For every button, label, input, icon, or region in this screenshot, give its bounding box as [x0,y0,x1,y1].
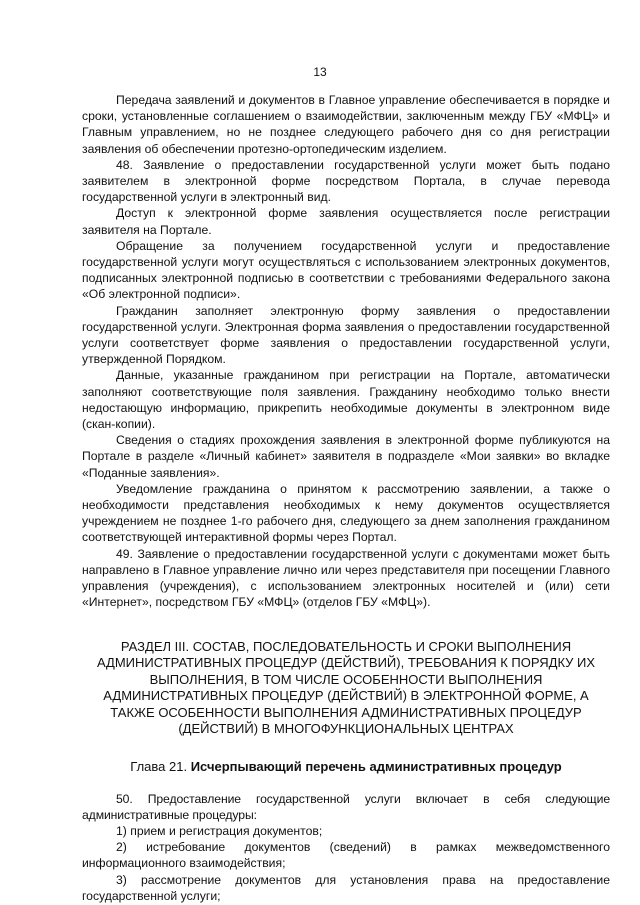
paragraph-48-electronic-application: 48. Заявление о предоставлении государственной услуги может быть подано заявителем в электронной форме посредством Портала, в случае перевода государственной услуги в электронный вид. [82,157,610,205]
paragraph-notification: Уведомление гражданина о принятом к рассмотрению заявлении, а также о необходимости представления необходимых к нему документов осуществляется учреждением не позднее 1-го рабочего дня, следующего за днем заполнения гражданином соответствующей интерактивной формы через Портал. [82,481,610,545]
paragraph-portal-access: Доступ к электронной форме заявления осуществляется после регистрации заявителя на Портале. [82,206,610,237]
paragraph-fill-form: Гражданин заполняет электронную форму заявления о предоставлении государственной услуги. Электронная форма заявления о предоставлении государственной услуги соответствует форме заявления о предоставлении государственной услуги, утвержденной Порядком. [82,303,610,367]
paragraph-transfer-deadlines: Передача заявлений и документов в Главное управление обеспечивается в порядке и сроки, установленные соглашением о взаимодействии, заключенным между ГБУ «МФЦ» и Главным управлением, но не позднее следующего рабочего дня со дня регистрации заявления об обеспечении протезно-ортопедическим изделием. [82,93,610,156]
list-item-procedure-3: 3) рассмотрение документов для установления права на предоставление государственной услуги; [82,872,610,903]
chapter-heading [82,758,610,775]
list-item-procedure-1: 1) прием и регистрация документов; [116,823,323,838]
paragraph-electronic-signature: Обращение за получением государственной услуги и предоставление государственной услуги могут осуществляться с использованием электронных документов, подписанных электронной подписью в соответствии с требованиями Федерального закона «Об электронной подписи». [82,238,610,302]
paragraph-50-procedures: 50. Предоставление государственной услуги включает в себя следующие административные процедуры: [82,791,610,822]
paragraph-autofill-data: Данные, указанные гражданином при регистрации на Портале, автоматически заполняют соответствующие поля заявления. Гражданину необходимо только внести недостающую информацию, прикрепить необходимые документы в электронном виде (скан-копии). [82,368,610,432]
section-heading: РАЗДЕЛ III. СОСТАВ, ПОСЛЕДОВАТЕЛЬНОСТЬ И СРОКИ ВЫПОЛНЕНИЯ АДМИНИСТРАТИВНЫХ ПРОЦЕДУР (ДЕЙСТВИЙ), ТРЕБОВАНИЯ К ПОРЯДКУ ИХ ВЫПОЛНЕНИЯ, В ТОМ ЧИСЛЕ ОСОБЕННОСТИ ВЫПОЛНЕНИЯ АДМИНИСТРАТИВНЫХ ПРОЦЕДУР (ДЕЙСТВИЙ) В ЭЛЕКТРОННОЙ ФОРМЕ, А ТАКЖЕ ОСОБЕННОСТИ ВЫПОЛНЕНИЯ АДМИНИСТРАТИВНЫХ ПРОЦЕДУР (ДЕЙСТВИЙ) В МНОГОФУНКЦИОНАЛЬНЫХ ЦЕНТРАХ [96,638,596,736]
paragraph-49-submission-channels: 49. Заявление о предоставлении государственной услуги с документами может быть направлено в Главное управление лично или через представителя при посещении Главного управления (учреждения), с использованием электронных носителей и (или) сети «Интернет», посредством ГБУ «МФЦ» (отделов ГБУ «МФЦ»). [82,546,610,610]
paragraph-status-publication: Сведения о стадиях прохождения заявления в электронной форме публикуются на Портале в разделе «Личный кабинет» заявителя в подразделе «Мои заявки» во вкладке «Поданные заявления». [82,433,610,480]
document-body [82,92,610,904]
list-item-procedure-2: 2) истребование документов (сведений) в рамках межведомственного информационного взаимодействия; [82,840,610,871]
chapter-title: Исчерпывающий перечень административных процедур [190,758,562,774]
spacer [82,775,610,791]
chapter-number: Глава 21. [130,758,188,774]
page-number: 13 [313,65,327,79]
